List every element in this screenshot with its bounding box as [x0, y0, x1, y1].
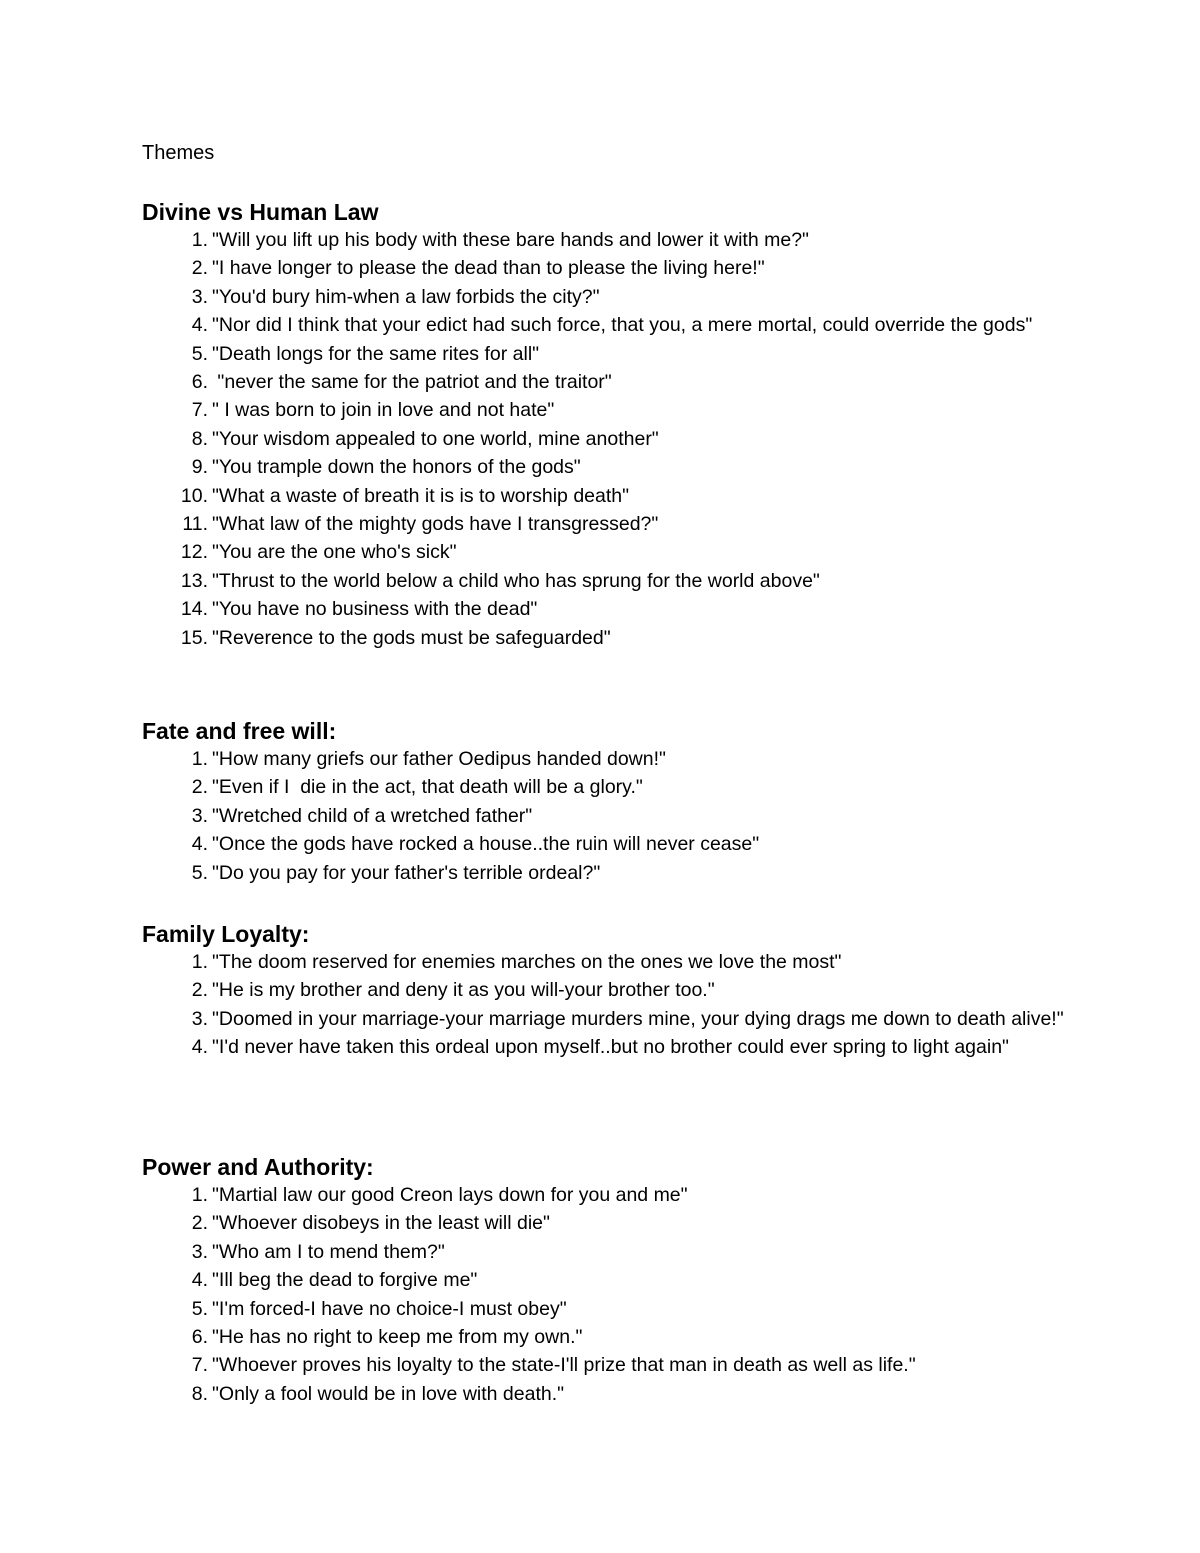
list-number: 9.	[191, 456, 208, 479]
list-item	[142, 1181, 1082, 1209]
list-item	[142, 1295, 1082, 1323]
quote-text: "Death longs for the same rites for all"	[212, 342, 540, 365]
list-number: 3.	[191, 1240, 208, 1263]
section-heading: Divine vs Human Law	[142, 199, 379, 225]
list-item	[142, 1266, 1082, 1294]
section-power-and-authority	[142, 1153, 1082, 1408]
quote-text: "Once the gods have rocked a house..the ruin will never cease"	[212, 833, 760, 856]
list-item	[142, 482, 1082, 510]
section-divine-vs-human-law	[142, 198, 1082, 652]
list-number: 13.	[180, 569, 208, 592]
quote-text: "He is my brother and deny it as you will-your brother too."	[212, 979, 715, 1002]
quote-text: "Ill beg the dead to forgive me"	[212, 1269, 478, 1292]
list-number: 5.	[191, 342, 208, 365]
quote-text: "Doomed in your marriage-your marriage murders mine, your dying drags me down to death alive!"	[212, 1007, 1064, 1030]
quote-text: "Nor did I think that your edict had such force, that you, a mere mortal, could override the gods"	[212, 314, 1033, 337]
list-number: 2.	[191, 1212, 208, 1235]
section-family-loyalty	[142, 920, 1082, 1062]
document-title: Themes	[142, 142, 215, 164]
list-number: 7.	[191, 399, 208, 422]
quote-list	[142, 948, 1082, 1062]
list-item	[142, 226, 1082, 254]
list-number: 8.	[191, 1382, 208, 1405]
quote-list	[142, 1181, 1082, 1408]
list-number: 3.	[191, 285, 208, 308]
list-number: 4.	[191, 1036, 208, 1059]
list-number: 4.	[191, 833, 208, 856]
list-item	[142, 802, 1082, 830]
list-item	[142, 510, 1082, 538]
list-item	[142, 425, 1082, 453]
list-item	[142, 283, 1082, 311]
list-number: 1.	[191, 748, 208, 770]
list-item	[142, 859, 1082, 887]
list-item	[142, 745, 1082, 773]
list-item	[142, 538, 1082, 566]
list-number: 11.	[182, 513, 208, 536]
section-heading: Family Loyalty:	[142, 921, 310, 947]
list-number: 5.	[191, 1297, 208, 1320]
section-heading: Fate and free will:	[142, 718, 337, 744]
list-item	[142, 773, 1082, 801]
list-item	[142, 1351, 1082, 1379]
list-number: 12.	[180, 541, 208, 564]
section-heading: Power and Authority:	[142, 1154, 374, 1180]
section-fate-and-free-will	[142, 717, 1082, 887]
list-number: 4.	[191, 314, 208, 337]
quote-text: "You trample down the honors of the gods"	[212, 456, 581, 479]
list-item	[142, 311, 1082, 339]
quote-text: " I was born to join in love and not hate"	[212, 399, 555, 422]
list-number: 15.	[180, 626, 208, 649]
quote-text: "Thrust to the world below a child who has sprung for the world above"	[212, 569, 820, 592]
list-number: 14.	[180, 598, 208, 621]
quote-list	[142, 226, 1082, 652]
list-item	[142, 1323, 1082, 1351]
quote-text: "never the same for the patriot and the traitor"	[212, 371, 612, 394]
quote-text: "Your wisdom appealed to one world, mine another"	[212, 427, 659, 450]
list-number: 4.	[191, 1269, 208, 1292]
quote-text: "He has no right to keep me from my own."	[212, 1326, 583, 1349]
quote-text: "Do you pay for your father's terrible ordeal?"	[212, 861, 601, 884]
list-item	[142, 1380, 1082, 1408]
list-number: 2.	[191, 776, 208, 799]
list-item	[142, 396, 1082, 424]
list-number: 8.	[191, 427, 208, 450]
list-number: 3.	[191, 1007, 208, 1030]
list-item	[142, 830, 1082, 858]
list-item	[142, 1005, 1082, 1033]
list-number: 1.	[191, 229, 208, 251]
quote-text: "You have no business with the dead"	[212, 598, 538, 621]
quote-text: "Whoever proves his loyalty to the state-I'll prize that man in death as well as life."	[212, 1354, 916, 1377]
list-number: 1.	[191, 951, 208, 973]
list-item	[142, 368, 1082, 396]
list-item	[142, 1209, 1082, 1237]
quote-text: "Whoever disobeys in the least will die"	[212, 1212, 550, 1235]
list-item	[142, 1033, 1082, 1061]
quote-text: "Only a fool would be in love with death."	[212, 1382, 565, 1405]
quote-text: "Even if I die in the act, that death will be a glory."	[212, 776, 643, 799]
quote-text: "The doom reserved for enemies marches on the ones we love the most"	[212, 951, 842, 973]
list-item	[142, 567, 1082, 595]
list-number: 7.	[191, 1354, 208, 1377]
quote-text: "I have longer to please the dead than to please the living here!"	[212, 257, 765, 280]
quote-text: "You'd bury him-when a law forbids the city?"	[212, 285, 600, 308]
quote-text: "Reverence to the gods must be safeguarded"	[212, 626, 611, 649]
list-number: 1.	[191, 1184, 208, 1206]
list-item	[142, 254, 1082, 282]
quote-text: "I'd never have taken this ordeal upon myself..but no brother could ever spring to light again"	[212, 1036, 1009, 1059]
quote-text: "Martial law our good Creon lays down for you and me"	[212, 1184, 688, 1206]
list-number: 10.	[180, 484, 208, 507]
quote-text: "How many griefs our father Oedipus handed down!"	[212, 748, 666, 770]
quote-text: "Who am I to mend them?"	[212, 1240, 445, 1263]
quote-list	[142, 745, 1082, 887]
list-item	[142, 1238, 1082, 1266]
list-item	[142, 453, 1082, 481]
quote-text: "Wretched child of a wretched father"	[212, 804, 533, 827]
list-item	[142, 976, 1082, 1004]
list-item	[142, 595, 1082, 623]
list-number: 6.	[191, 1326, 208, 1349]
quote-text: "You are the one who's sick"	[212, 541, 457, 564]
quote-text: "What a waste of breath it is is to worship death"	[212, 484, 630, 507]
list-item	[142, 340, 1082, 368]
quote-text: "What law of the mighty gods have I transgressed?"	[212, 513, 659, 536]
list-number: 2.	[191, 979, 208, 1002]
list-item	[142, 948, 1082, 976]
quote-text: "Will you lift up his body with these bare hands and lower it with me?"	[212, 229, 809, 251]
quote-text: "I'm forced-I have no choice-I must obey"	[212, 1297, 567, 1320]
list-number: 5.	[191, 861, 208, 884]
list-number: 2.	[191, 257, 208, 280]
list-number: 3.	[191, 804, 208, 827]
list-item	[142, 624, 1082, 652]
list-number: 6.	[191, 371, 208, 394]
